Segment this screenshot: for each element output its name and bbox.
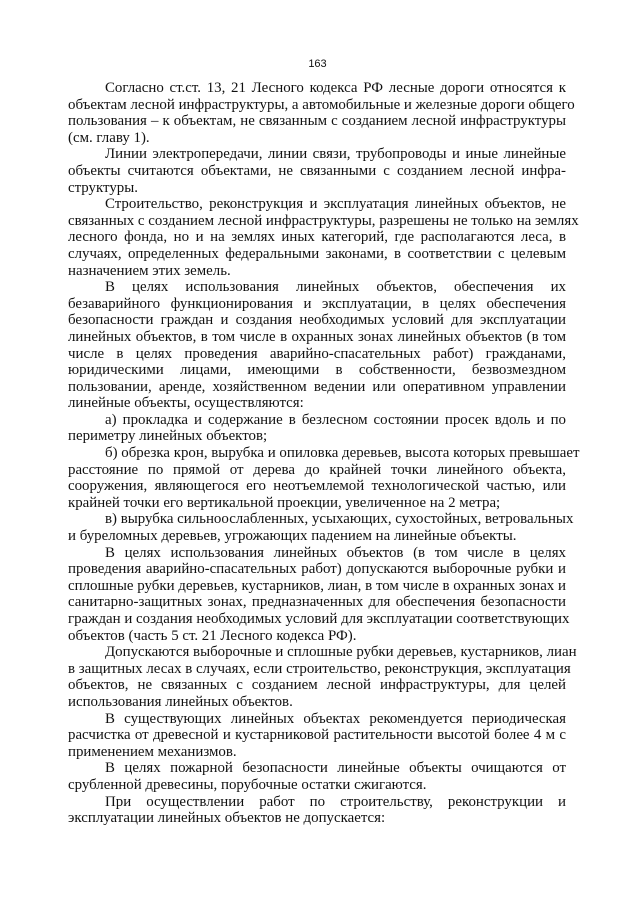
paragraph-line: санитарно-защитных зонах, предназначенных для обеспечения безопасности: [68, 594, 566, 611]
paragraph-line: юридическими лицами, имеющими в собственности, безвозмездном: [68, 362, 566, 379]
paragraph-line: безопасности граждан и создания необходимых условий для эксплуатации: [68, 312, 566, 329]
paragraph-line: расчистка от древесной и кустарниковой растительности высотой более 4 м с: [68, 727, 566, 744]
paragraph-line: объектам лесной инфраструктуры, а автомобильные и железные дороги общего: [68, 96, 575, 113]
paragraph-line: числе в целях проведения аварийно-спасательных работ) гражданами,: [68, 345, 566, 362]
paragraph-line: Линии электропередачи, линии связи, трубопроводы и иные линейные: [105, 146, 566, 163]
paragraph-line: проведения аварийно-спасательных работ) допускаются выборочные рубки и: [68, 561, 566, 578]
paragraph-line: Согласно ст.ст. 13, 21 Лесного кодекса РФ лесные дороги относятся к: [105, 80, 566, 96]
paragraph-line: объекты считаются объектами, не связанными с созданием лесной инфра-: [68, 162, 566, 179]
paragraph-line: В целях использования линейных объектов, обеспечения их: [105, 279, 566, 296]
paragraph-line: безаварийного функционирования и эксплуатации, в целях обеспечения: [68, 295, 566, 312]
paragraph-line: сооружения, являющегося его неотъемлемой технологической частью, или: [68, 478, 566, 495]
paragraph-line: связанных с созданием лесной инфраструктуры, разрешены не только на землях: [68, 212, 579, 229]
paragraph-line: назначением этих земель.: [68, 262, 231, 279]
paragraph-line: сплошные рубки деревьев, кустарников, лиан, в том числе в охранных зонах и: [68, 577, 566, 594]
paragraph-line: Строительство, реконструкция и эксплуатация линейных объектов, не: [105, 196, 566, 213]
paragraph-line: структуры.: [68, 179, 138, 196]
paragraph-line: и буреломных деревьев, угрожающих падением на линейные объекты.: [68, 528, 517, 545]
paragraph-line: объектов (часть 5 ст. 21 Лесного кодекса РФ).: [68, 627, 357, 644]
paragraph-line: В целях использования линейных объектов (в том числе в целях: [105, 544, 566, 561]
paragraph: [68, 794, 566, 827]
paragraph: [68, 196, 579, 279]
paragraph-line: линейные объекты, осуществляются:: [68, 395, 304, 412]
paragraph: [68, 644, 577, 710]
paragraph-line: применением механизмов.: [68, 743, 237, 760]
paragraph-line: лесного фонда, но и на землях иных категорий, где располагаются леса, в: [68, 229, 566, 246]
page-number: 163: [308, 58, 327, 70]
paragraph-line: расстояние по прямой от дерева до крайней точки линейного объекта,: [68, 461, 566, 478]
paragraph-line: В целях пожарной безопасности линейные объекты очищаются от: [105, 760, 566, 777]
paragraph-line: В существующих линейных объектах рекомендуется периодическая: [105, 710, 566, 727]
paragraph-line: пользовании, аренде, хозяйственном ведении или оперативном управлении: [68, 378, 566, 395]
paragraph-line: периметру линейных объектов;: [68, 428, 268, 445]
paragraph-line: срубленной древесины, порубочные остатки сжигаются.: [68, 776, 427, 793]
paragraph-line: использования линейных объектов.: [68, 693, 293, 710]
document-body: [68, 80, 580, 827]
paragraph-line: а) прокладка и содержание в безлесном состоянии просек вдоль и по: [105, 411, 566, 428]
paragraph: [68, 760, 566, 793]
paragraph-line: крайней точки его вертикальной проекции, увеличенное на 2 метра;: [68, 494, 501, 511]
paragraph-line: эксплуатации линейных объектов не допускается:: [68, 810, 386, 827]
paragraph-line: Допускаются выборочные и сплошные рубки деревьев, кустарников, лиан: [105, 644, 577, 661]
paragraph: [68, 511, 574, 545]
paragraph: [68, 711, 566, 761]
paragraph-line: б) обрезка крон, вырубка и опиловка деревьев, высота которых превышает: [105, 445, 580, 462]
paragraph-line: случаях, определенных федеральными законами, в соответствии с целевым: [68, 245, 566, 262]
paragraph-line: пользования – к объектам, не связанным с созданием лесной инфраструктуры: [68, 113, 566, 130]
paragraph: [68, 412, 566, 445]
paragraph: [68, 279, 566, 412]
paragraph: [68, 445, 580, 511]
paragraph: [68, 544, 570, 645]
paragraph-line: в) вырубка сильноослабленных, усыхающих, сухостойных, ветровальных: [105, 511, 574, 528]
paragraph-line: в защитных лесах в случаях, если строительство, реконструкция, эксплуатация: [68, 660, 571, 677]
paragraph-line: граждан и создания необходимых условий для эксплуатации соответствующих: [68, 611, 570, 627]
paragraph-line: При осуществлении работ по строительству, реконструкции и: [105, 793, 566, 810]
paragraph: [68, 80, 575, 146]
paragraph: [68, 146, 566, 196]
paragraph-line: объектов, не связанных с созданием лесной инфраструктуры, для целей: [68, 677, 566, 694]
paragraph-line: (см. главу 1).: [68, 129, 150, 146]
paragraph-line: линейных объектов, в том числе в охранных зонах линейных объектов (в том: [68, 328, 566, 345]
